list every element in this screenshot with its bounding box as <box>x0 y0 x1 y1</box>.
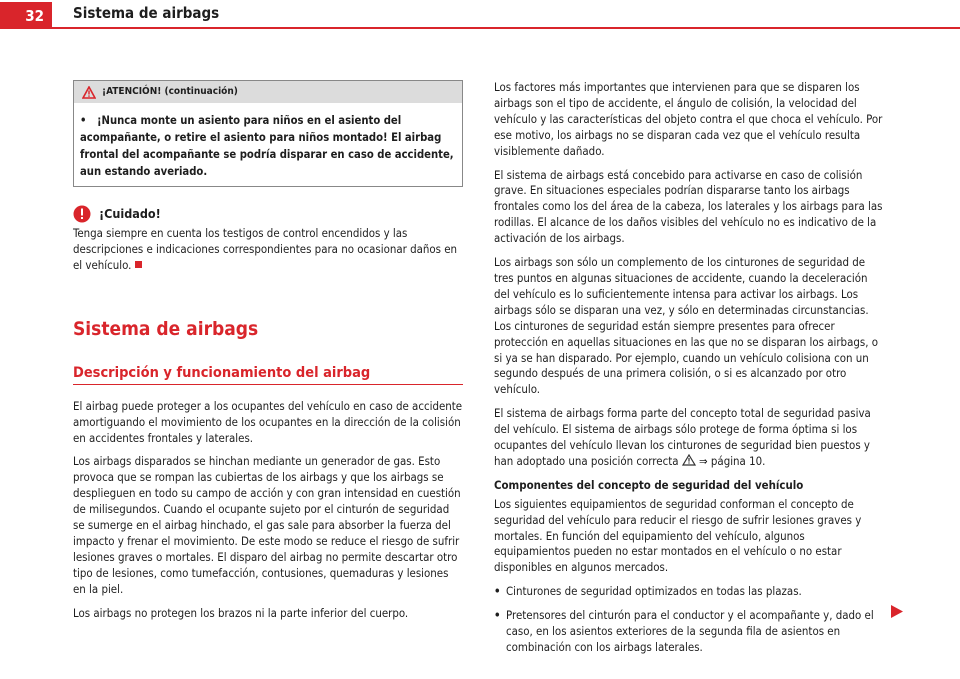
caution-heading <box>73 205 463 223</box>
caution-text-block <box>73 226 463 274</box>
components-intro: Los siguientes equipamientos de seguridad conforman el concepto de seguridad del vehículo para reducir el riesgo de sufrir lesiones graves y mortales. En función del equipamiento del vehículo, algunos equipamientos pueden no estar montados en el vehículo o no estar disponibles en algunos mercados. <box>494 496 862 575</box>
right-paragraph: El sistema de airbags está concebido para activarse en caso de colisión grave. En situaciones especiales podrían dispararse tanto los airbags frontales como los del área de la cabeza, los laterales y los airbags para las rodillas. El alcance de los daños visibles del vehículo no es indicativo de la activación de los airbags. <box>494 167 883 246</box>
right-paragraph: Los factores más importantes que intervienen para que se disparen los airbags son el tipo de accidente, el ángulo de colisión, la velocidad del vehículo y las características del objeto contra el que choca el vehículo. Por ese motivo, los airbags no se disparan cada vez que el vehículo resulta visiblemente dañado. <box>494 80 883 158</box>
right-paragraph-with-ref <box>494 406 883 470</box>
list-item <box>494 608 883 656</box>
header-rule <box>52 27 960 29</box>
running-title: Sistema de airbags <box>73 4 220 22</box>
caution-title: ¡Cuidado! <box>99 206 161 222</box>
warning-box-title: ¡ATENCIÓN! (continuación) <box>102 86 238 98</box>
left-paragraph: Los airbags no protegen los brazos ni la parte inferior del cuerpo. <box>73 605 409 620</box>
warning-triangle-icon <box>82 86 96 99</box>
left-paragraph: Los airbags disparados se hinchan mediante un generador de gas. Esto provoca que se rompan las cubiertas de los airbags y que los airbags se desplieguen en todo su campo de acción y con gran intensidad en cuestión de milisegundos. Cuando el ocupante sujeto por el cinturón de seguridad se sumerge en el airbag hinchado, el gas sale para absorber la fuerza del impacto y frenar el movimiento. De este modo se reduce el riesgo de sufrir lesiones graves o mortales. El disparo del airbag no permite descartar otro tipo de lesiones, como tumefacción, contusiones, quemaduras y lesiones en la piel. <box>73 454 461 596</box>
next-page-arrow-icon[interactable] <box>891 605 903 618</box>
page-reference-link[interactable]: página 10. <box>710 453 766 468</box>
warning-box <box>73 80 463 187</box>
bullet-dot: • <box>494 608 501 623</box>
ref-arrow: ⇒ <box>699 453 708 468</box>
exclamation-circle-icon <box>73 205 91 223</box>
page-header <box>0 0 960 30</box>
right-paragraph: Los airbags son sólo un complemento de los cinturones de seguridad de tres puntos en algunas situaciones de accidente, cuando la deceleración del vehículo es lo suficientemente intensa para activar los airbags. Los airbags sólo se disparan una vez, y sólo en determinadas circunstancias. Los cinturones de seguridad están siempre presentes para ofrecer protección en aquellas situaciones en las que no se disparan los airbags, o si ya se han disparado. Por ejemplo, cuando un vehículo colisiona con un segundo después de una primera colisión, o si es alcanzado por otro vehículo. <box>494 255 878 397</box>
end-marker-icon <box>135 261 142 268</box>
warning-box-body <box>74 103 462 186</box>
warning-box-header <box>74 81 462 103</box>
right-column <box>494 80 883 664</box>
left-column <box>73 80 463 630</box>
section-title: Sistema de airbags <box>73 317 259 340</box>
subsection-title: Descripción y funcionamiento del airbag <box>73 363 463 385</box>
para4-text: El sistema de airbags forma parte del concepto total de seguridad pasiva del vehículo. El sistema de airbags sólo protege de forma óptima si los ocupantes del vehículo llevan los cinturones de seguridad bien puestos y han adoptado una posición correcta <box>494 406 871 468</box>
warning-text: ¡Nunca monte un asiento para niños en el asiento del acompañante, o retire el asiento para niños montado! El airbag frontal del acompañante se podría disparar en caso de accidente, aun estando averiado. <box>80 114 454 178</box>
warning-bullet: • <box>80 114 87 127</box>
left-paragraph: El airbag puede proteger a los ocupantes del vehículo en caso de accidente amortiguando el movimiento de los ocupantes en la dirección de la colisión en accidentes frontales y laterales. <box>73 398 463 445</box>
caution-text: Tenga siempre en cuenta los testigos de control encendidos y las descripciones e indicaciones correspondientes para no ocasionar daños en el vehículo. <box>73 226 458 272</box>
components-heading: Componentes del concepto de seguridad del vehículo <box>494 477 804 492</box>
page-number: 32 <box>0 2 52 29</box>
list-item-text: Cinturones de seguridad optimizados en todas las plazas. <box>506 584 802 599</box>
list-item <box>494 584 883 600</box>
warning-triangle-icon <box>682 454 696 466</box>
list-item-text: Pretensores del cinturón para el conductor y el acompañante y, dado el caso, en los asientos exteriores de la segunda fila de asientos en combinación con los airbags laterales. <box>506 608 874 654</box>
bullet-dot: • <box>494 584 501 599</box>
